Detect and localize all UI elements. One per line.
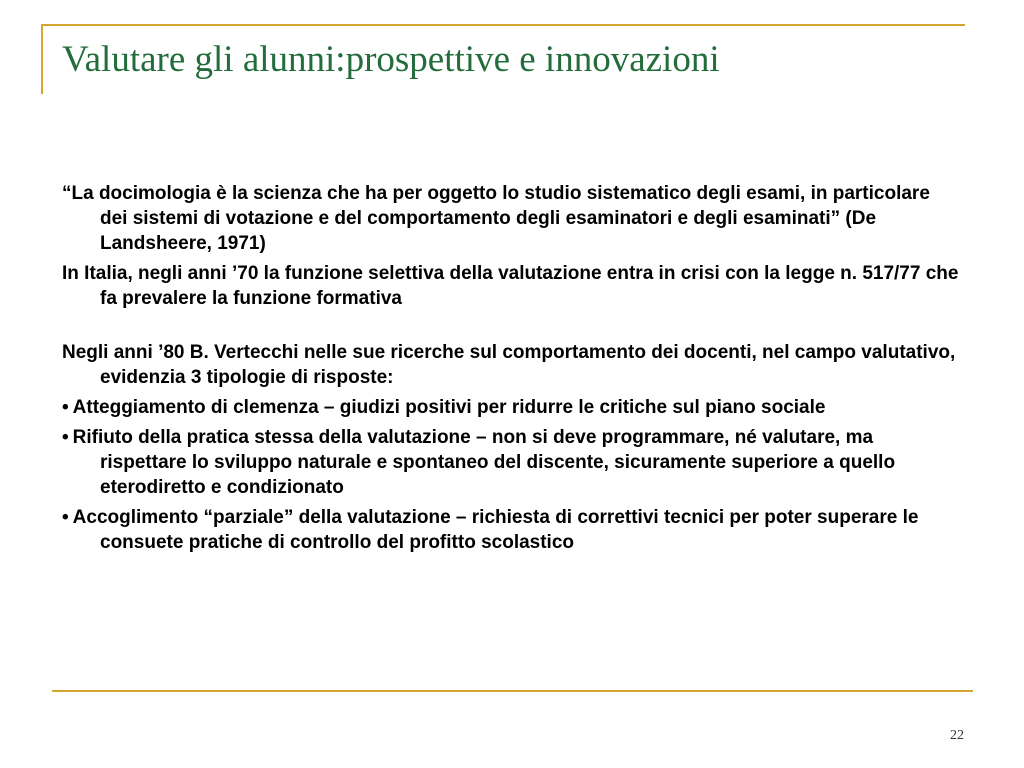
paragraph-text: Negli anni ’80 B. Vertecchi nelle sue ricerche sul comportamento dei docenti, nel campo valutativo, evidenzia 3 tipologie di risposte: [62, 342, 956, 388]
bullet-item-rifiuto [62, 425, 962, 500]
paragraph-vertecchi [62, 340, 962, 390]
top-divider-line [41, 24, 965, 26]
bullet-text: Accoglimento “parziale” della valutazione – richiesta di correttivi tecnici per poter superare le consuete pratiche di controllo del profitto scolastico [72, 507, 919, 553]
bullet-text: Rifiuto della pratica stessa della valutazione – non si deve programmare, né valutare, ma rispettare lo sviluppo naturale e spontaneo del discente, sicuramente superiore a quello eterodiretto e condizionato [72, 427, 896, 498]
paragraph-text: In Italia, negli anni ’70 la funzione selettiva della valutazione entra in crisi con la legge n. 517/77 che fa prevalere la funzione formativa [62, 263, 959, 309]
slide-title: Valutare gli alunni:prospettive e innovazioni [62, 39, 720, 80]
bullet-icon: • [62, 427, 69, 448]
paragraph-definition [62, 181, 962, 256]
bullet-item-clemenza [62, 395, 962, 420]
left-accent-line [41, 24, 43, 94]
bullet-icon: • [62, 397, 69, 418]
bullet-icon: • [62, 507, 69, 528]
page-number: 22 [950, 728, 964, 743]
paragraph-text: “La docimologia è la scienza che ha per oggetto lo studio sistematico degli esami, in particolare dei sistemi di votazione e del comportamento degli esaminatori e degli esaminati” (De Landsheere, 1971) [62, 183, 930, 254]
bullet-text: Atteggiamento di clemenza – giudizi positivi per ridurre le critiche sul piano sociale [72, 397, 826, 418]
bottom-divider-line [52, 690, 973, 692]
paragraph-italy-history [62, 261, 962, 311]
bullet-item-accoglimento [62, 505, 962, 555]
slide-body [62, 181, 962, 560]
